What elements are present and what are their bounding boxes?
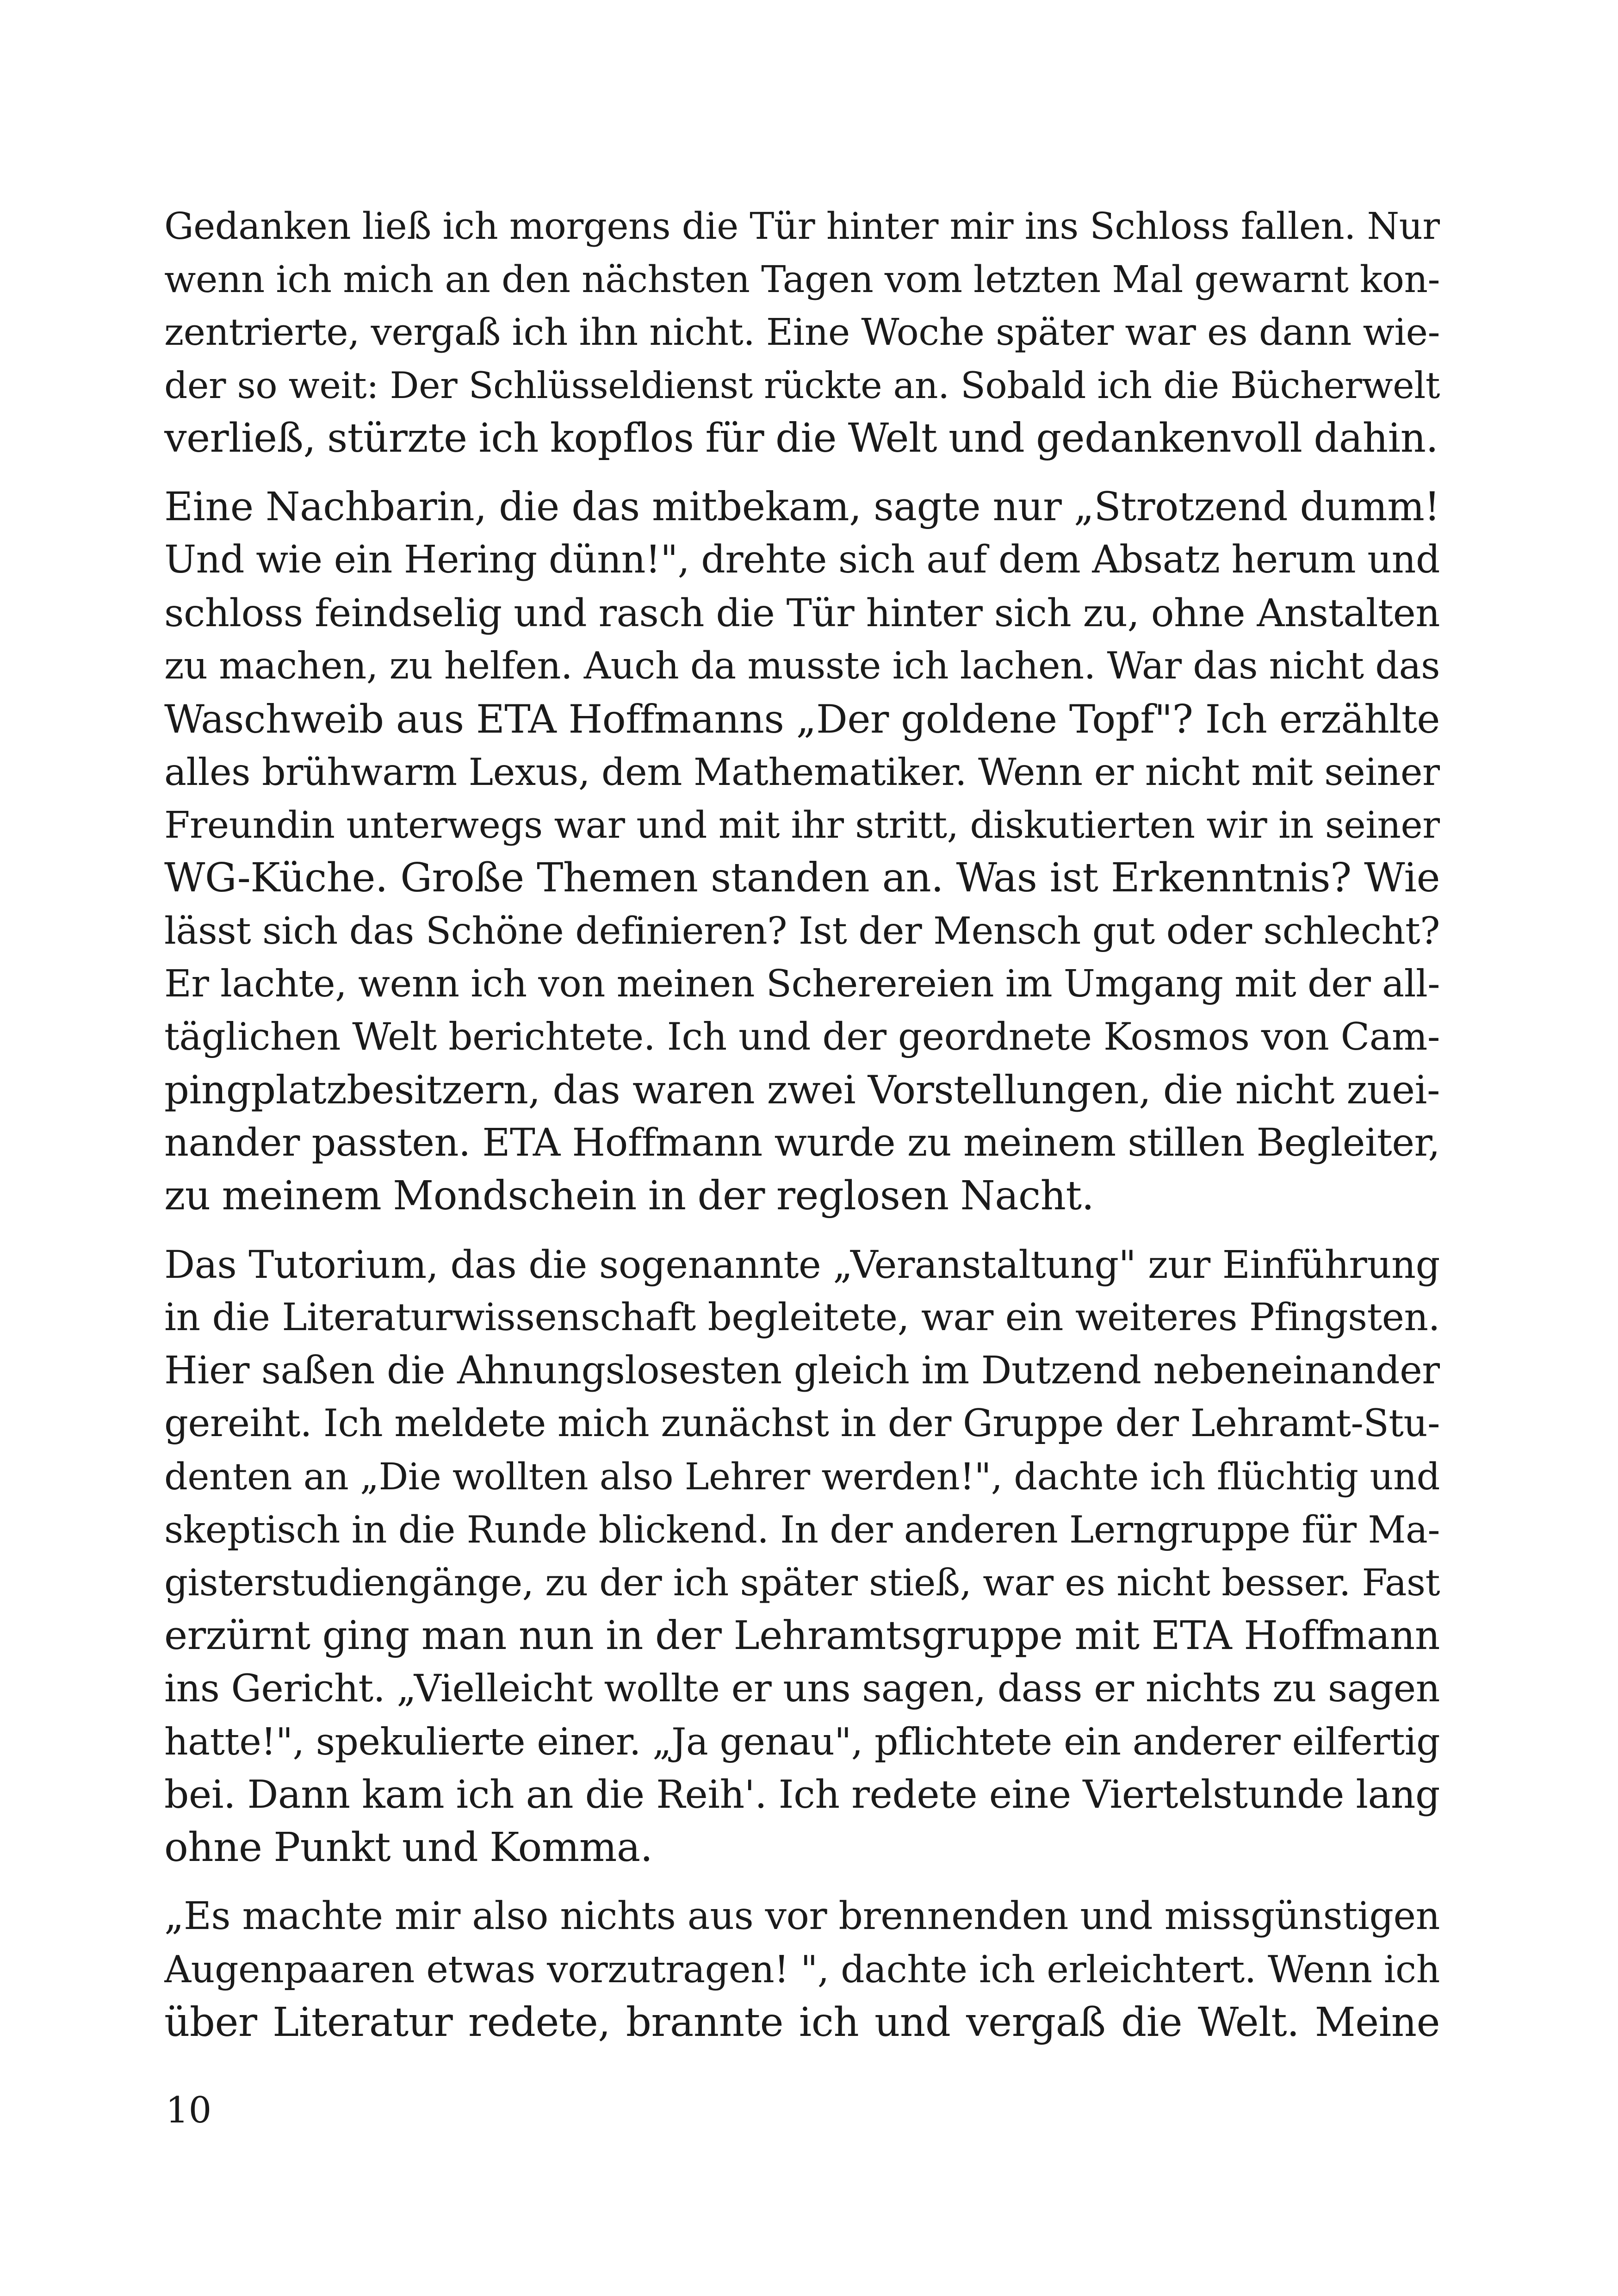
text-line: täglichen Welt berichtete. Ich und der geordnete Kosmos von Cam- <box>164 1014 1440 1059</box>
text-line: Freundin unterwegs war und mit ihr stritt, diskutierten wir in seiner <box>164 803 1440 846</box>
text-line: erzürnt ging man nun in der Lehramtsgruppe mit ETA Hoffmann <box>164 1612 1440 1658</box>
text-line: schloss feindselig und rasch die Tür hinter sich zu, ohne Anstalten <box>164 590 1440 635</box>
text-line: alles brühwarm Lexus, dem Mathematiker. Wenn er nicht mit seiner <box>164 750 1440 794</box>
text-line: in die Literaturwissenschaft begleitete, war ein weiteres Pfingsten. <box>164 1295 1440 1339</box>
text-line: denten an „Die wollten also Lehrer werden!", dachte ich flüchtig und <box>164 1455 1440 1498</box>
text-line: nander passten. ETA Hoffmann wurde zu meinem stillen Begleiter, <box>164 1120 1440 1165</box>
text-line: lässt sich das Schöne definieren? Ist der Mensch gut oder schlecht? <box>164 909 1440 953</box>
text-line: zu meinem Mondschein in der reglosen Nacht. <box>164 1173 1094 1219</box>
text-line: gereiht. Ich meldete mich zunächst in der Gruppe der Lehramt-Stu- <box>164 1402 1440 1445</box>
text-line: verließ, stürzte ich kopflos für die Welt und gedankenvoll dahin. <box>164 415 1438 461</box>
text-line: Augenpaaren etwas vorzutragen! ", dachte ich erleichtert. Wenn ich <box>164 1948 1440 1991</box>
text-line: bei. Dann kam ich an die Reih'. Ich redete eine Viertelstunde lang <box>164 1772 1440 1817</box>
text-line: Das Tutorium, das die sogenannte „Veranstaltung" zur Einführung <box>164 1242 1440 1287</box>
text-line: der so weit: Der Schlüsseldienst rückte an. Sobald ich die Bücherwelt <box>164 364 1440 407</box>
paragraph-1 <box>164 200 1440 465</box>
paragraph-4 <box>164 1890 1440 2049</box>
text-line: „Es machte mir also nichts aus vor brennenden und missgünstigen <box>164 1894 1440 1938</box>
page-number: 10 <box>166 2090 212 2131</box>
text-line: pingplatzbesitzern, das waren zwei Vorstellungen, die nicht zuei- <box>164 1067 1440 1113</box>
text-line: Gedanken ließ ich morgens die Tür hinter mir ins Schloss fallen. Nur <box>164 205 1440 248</box>
text-line: ohne Punkt und Komma. <box>164 1824 653 1871</box>
text-line: wenn ich mich an den nächsten Tagen vom letzten Mal gewarnt kon- <box>164 257 1440 301</box>
text-line: Hier saßen die Ahnungslosesten gleich im Dutzend nebeneinander <box>164 1348 1440 1393</box>
text-line: gisterstudiengänge, zu der ich später stieß, war es nicht besser. Fast <box>164 1561 1440 1604</box>
body-text <box>164 200 1440 2065</box>
paragraph-2 <box>164 481 1440 1223</box>
text-line: Und wie ein Hering dünn!", drehte sich auf dem Absatz herum und <box>164 538 1440 582</box>
text-line: zu machen, zu helfen. Auch da musste ich lachen. War das nicht das <box>164 644 1440 688</box>
text-line: Eine Nachbarin, die das mitbekam, sagte nur „Strotzend dumm! <box>164 484 1440 530</box>
text-line: Er lachte, wenn ich von meinen Scherereien im Umgang mit der all- <box>164 962 1440 1006</box>
paragraph-3 <box>164 1238 1440 1874</box>
text-line: ins Gericht. „Vielleicht wollte er uns sagen, dass er nichts zu sagen <box>164 1666 1440 1711</box>
text-line: WG-Küche. Große Themen standen an. Was ist Erkenntnis? Wie <box>164 855 1440 901</box>
text-line: zentrierte, vergaß ich ihn nicht. Eine Woche später war es dann wie- <box>164 311 1440 354</box>
text-line: skeptisch in die Runde blickend. In der anderen Lerngruppe für Ma- <box>164 1508 1440 1551</box>
text-line: hatte!", spekulierte einer. „Ja genau", pflichtete ein anderer eilfertig <box>164 1720 1440 1763</box>
text-line: Waschweib aus ETA Hoffmanns „Der goldene Topf"? Ich erzählte <box>164 696 1440 742</box>
text-line: über Literatur redete, brannte ich und vergaß die Welt. Meine <box>164 1999 1440 2046</box>
